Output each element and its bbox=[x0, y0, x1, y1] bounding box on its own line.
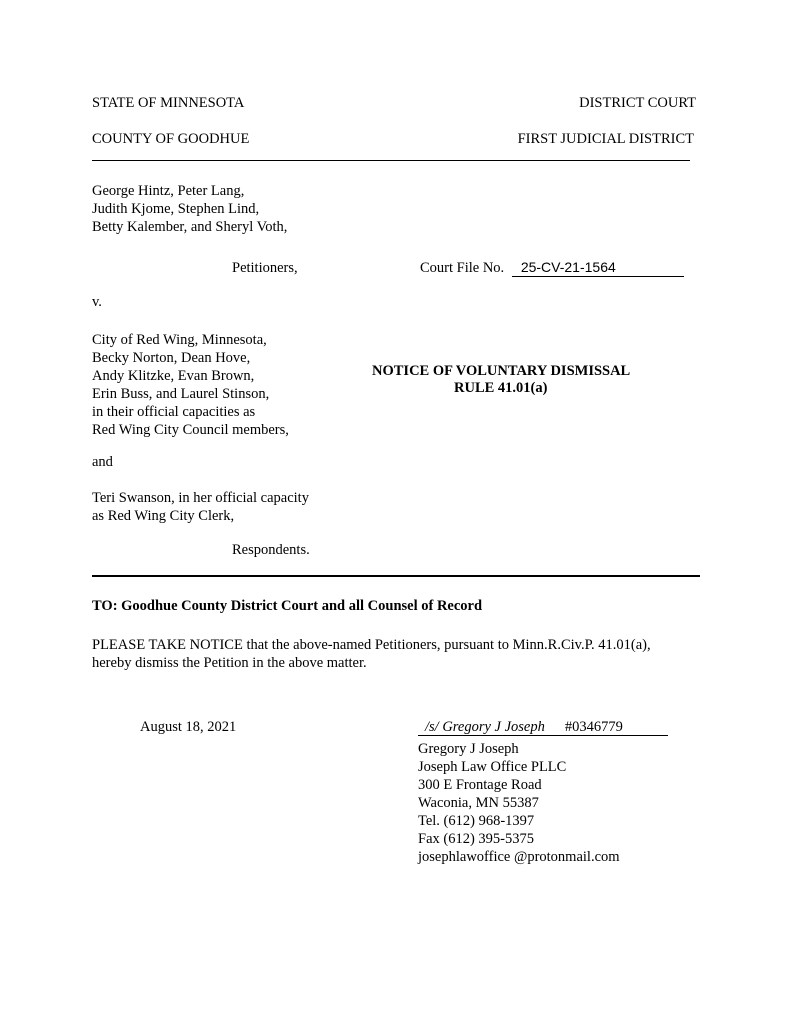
attorney-line: Fax (612) 395-5375 bbox=[418, 831, 534, 847]
document-title-line2: RULE 41.01(a) bbox=[454, 380, 548, 396]
header-divider bbox=[92, 160, 690, 161]
caption-divider bbox=[92, 575, 700, 577]
county-label: COUNTY OF GOODHUE bbox=[92, 131, 250, 147]
attorney-line: Joseph Law Office PLLC bbox=[418, 759, 567, 775]
respondents-line: in their official capacities as bbox=[92, 404, 256, 420]
respondents-line: Andy Klitzke, Evan Brown, bbox=[92, 368, 255, 384]
petitioners-role: Petitioners, bbox=[232, 260, 298, 276]
body-line-2: hereby dismiss the Petition in the above matter. bbox=[92, 655, 367, 671]
clerk-line: as Red Wing City Clerk, bbox=[92, 508, 235, 524]
court-file-number: 25-CV-21-1564 bbox=[520, 259, 616, 275]
attorney-line: Gregory J Joseph bbox=[418, 741, 519, 757]
petitioners-line: Betty Kalember, and Sheryl Voth, bbox=[92, 219, 288, 235]
attorney-block bbox=[418, 740, 620, 866]
addressee: TO: Goodhue County District Court and all Counsel of Record bbox=[92, 598, 483, 614]
signature: /s/ Gregory J Joseph bbox=[425, 719, 545, 735]
signature-line bbox=[418, 718, 668, 736]
respondents-line: Becky Norton, Dean Hove, bbox=[92, 350, 251, 366]
respondents-line: City of Red Wing, Minnesota, bbox=[92, 332, 267, 348]
court-label: DISTRICT COURT bbox=[579, 95, 696, 111]
respondents-block bbox=[92, 331, 289, 439]
district-label: FIRST JUDICIAL DISTRICT bbox=[517, 131, 694, 147]
date: August 18, 2021 bbox=[140, 719, 237, 735]
and-label: and bbox=[92, 454, 113, 470]
attorney-line: Tel. (612) 968-1397 bbox=[418, 813, 535, 829]
respondents-role: Respondents. bbox=[232, 542, 310, 558]
clerk-line: Teri Swanson, in her official capacity bbox=[92, 490, 309, 506]
court-file bbox=[420, 259, 684, 277]
bar-number: #0346779 bbox=[564, 719, 623, 735]
attorney-line: Waconia, MN 55387 bbox=[418, 795, 539, 811]
petitioners-line: Judith Kjome, Stephen Lind, bbox=[92, 201, 260, 217]
versus-label: v. bbox=[92, 294, 102, 310]
court-file-label: Court File No. bbox=[420, 260, 505, 276]
respondents-line: Red Wing City Council members, bbox=[92, 422, 289, 438]
signature-underline bbox=[418, 719, 668, 736]
petitioners-block bbox=[92, 182, 287, 236]
attorney-line: 300 E Frontage Road bbox=[418, 777, 542, 793]
document-title-line1: NOTICE OF VOLUNTARY DISMISSAL bbox=[372, 363, 631, 379]
attorney-email: josephlawoffice @protonmail.com bbox=[418, 849, 620, 865]
respondents-line: Erin Buss, and Laurel Stinson, bbox=[92, 386, 270, 402]
court-file-line bbox=[512, 259, 684, 277]
body-line-1: PLEASE TAKE NOTICE that the above-named Petitioners, pursuant to Minn.R.Civ.P. 41.01(a), bbox=[92, 637, 651, 653]
clerk-block bbox=[92, 489, 309, 525]
state-label: STATE OF MINNESOTA bbox=[92, 95, 245, 111]
petitioners-line: George Hintz, Peter Lang, bbox=[92, 183, 245, 199]
